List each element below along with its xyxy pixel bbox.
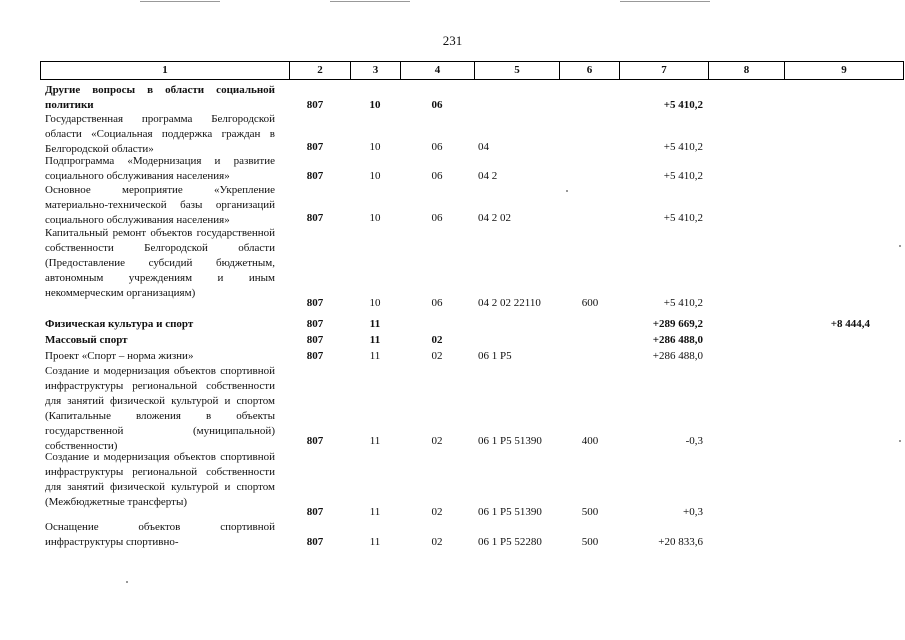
row-code-section: 10 bbox=[369, 99, 381, 111]
row-target-article: 06 1 Р5 bbox=[478, 350, 512, 362]
row-code-subsection: 02 bbox=[431, 334, 443, 346]
page-number: 231 bbox=[442, 33, 463, 48]
row-code-section: 10 bbox=[369, 212, 381, 224]
row-code-ministry: 807 bbox=[306, 334, 324, 346]
row-code-ministry: 807 bbox=[306, 506, 324, 518]
scan-artifact-dot bbox=[126, 581, 128, 583]
row-amount-col9: +8 444,4 bbox=[830, 318, 870, 330]
scan-artifact-dot bbox=[566, 190, 568, 192]
row-code-ministry: 807 bbox=[306, 297, 324, 309]
row-amount: +5 410,2 bbox=[663, 297, 703, 309]
header-col-1: 1 bbox=[41, 62, 290, 79]
row-target-article: 04 2 02 22110 bbox=[478, 297, 541, 309]
row-description: Подпрограмма «Модернизация и развитие социального обслуживания населения» bbox=[45, 155, 275, 182]
row-expense-type: 400 bbox=[581, 435, 599, 447]
row-code-subsection: 06 bbox=[431, 170, 443, 182]
row-description: Оснащение объектов спортивной инфраструктуры спортивно- bbox=[45, 521, 275, 548]
row-description: Капитальный ремонт объектов государственной собственности Белгородской области (Предоставление субсидий бюджетным, автономным учреждениям и иным некоммерческим организациям) bbox=[45, 227, 275, 299]
row-target-article: 04 2 bbox=[478, 170, 498, 182]
scan-artifact-dot bbox=[899, 245, 901, 247]
row-description: Физическая культура и спорт bbox=[45, 318, 194, 330]
row-code-section: 11 bbox=[369, 334, 381, 346]
row-description: Создание и модернизация объектов спортивной инфраструктуры региональной собственности для занятий физической культурой и спортом (Капитальные вложения в объекты государственной (муниципальной) собственности) bbox=[45, 365, 275, 452]
row-code-ministry: 807 bbox=[306, 350, 324, 362]
row-target-article: 06 1 Р5 51390 bbox=[478, 506, 542, 518]
row-target-article: 04 bbox=[478, 141, 489, 153]
row-code-subsection: 02 bbox=[431, 506, 443, 518]
scan-artifact-dot bbox=[899, 440, 901, 442]
row-code-subsection: 06 bbox=[431, 212, 443, 224]
row-code-subsection: 02 bbox=[431, 435, 443, 447]
row-code-ministry: 807 bbox=[306, 536, 324, 548]
row-description: Создание и модернизация объектов спортивной инфраструктуры региональной собственности для занятий физической культурой и спортом (Межбюджетные трансферты) bbox=[45, 451, 275, 508]
row-amount: +286 488,0 bbox=[652, 350, 703, 362]
scan-artifact-line bbox=[140, 1, 220, 2]
header-col-8: 8 bbox=[709, 62, 785, 79]
header-col-2: 2 bbox=[290, 62, 351, 79]
row-amount: +5 410,2 bbox=[663, 99, 703, 111]
header-col-9: 9 bbox=[841, 64, 847, 76]
row-expense-type: 500 bbox=[581, 536, 599, 548]
row-code-subsection: 02 bbox=[431, 350, 443, 362]
header-col-3: 3 bbox=[351, 62, 401, 79]
row-code-subsection: 06 bbox=[431, 297, 443, 309]
row-code-ministry: 807 bbox=[306, 318, 324, 330]
row-code-subsection: 02 bbox=[431, 536, 443, 548]
row-target-article: 06 1 Р5 52280 bbox=[478, 536, 542, 548]
row-code-section: 10 bbox=[369, 170, 381, 182]
row-code-section: 11 bbox=[369, 536, 381, 548]
row-target-article: 06 1 Р5 51390 bbox=[478, 435, 542, 447]
row-description: Основное мероприятие «Укрепление материально-технической базы организаций социального обслуживания населения» bbox=[45, 184, 275, 226]
row-code-ministry: 807 bbox=[306, 141, 324, 153]
header-col-4: 4 bbox=[401, 62, 475, 79]
row-description: Проект «Спорт – норма жизни» bbox=[45, 350, 194, 362]
row-expense-type: 500 bbox=[581, 506, 599, 518]
row-code-section: 11 bbox=[369, 506, 381, 518]
row-code-subsection: 06 bbox=[431, 99, 443, 111]
row-description: Государственная программа Белгородской области «Социальная поддержка граждан в Белгородской области» bbox=[45, 113, 275, 155]
table-header bbox=[40, 61, 904, 80]
row-amount: +286 488,0 bbox=[652, 334, 703, 346]
row-description: Массовый спорт bbox=[45, 334, 128, 346]
header-col-7: 7 bbox=[620, 62, 709, 79]
row-amount: +0,3 bbox=[683, 506, 703, 518]
row-code-section: 10 bbox=[369, 141, 381, 153]
row-code-ministry: 807 bbox=[306, 170, 324, 182]
row-amount: +289 669,2 bbox=[652, 318, 703, 330]
row-amount: +5 410,2 bbox=[663, 212, 703, 224]
row-code-ministry: 807 bbox=[306, 99, 324, 111]
scan-artifact-line bbox=[620, 1, 710, 2]
row-code-section: 11 bbox=[369, 350, 381, 362]
row-code-subsection: 06 bbox=[431, 141, 443, 153]
row-code-section: 10 bbox=[369, 297, 381, 309]
row-expense-type: 600 bbox=[581, 297, 599, 309]
row-amount: -0,3 bbox=[685, 435, 703, 447]
row-amount: +5 410,2 bbox=[663, 170, 703, 182]
row-code-section: 11 bbox=[369, 318, 381, 330]
header-col-5: 5 bbox=[475, 62, 560, 79]
row-code-section: 11 bbox=[369, 435, 381, 447]
row-code-ministry: 807 bbox=[306, 435, 324, 447]
row-code-ministry: 807 bbox=[306, 212, 324, 224]
row-description: Другие вопросы в области социальной политики bbox=[45, 84, 275, 111]
row-amount: +5 410,2 bbox=[663, 141, 703, 153]
header-col-6: 6 bbox=[560, 62, 620, 79]
scan-artifact-line bbox=[330, 1, 410, 2]
row-amount: +20 833,6 bbox=[658, 536, 703, 548]
row-target-article: 04 2 02 bbox=[478, 212, 511, 224]
